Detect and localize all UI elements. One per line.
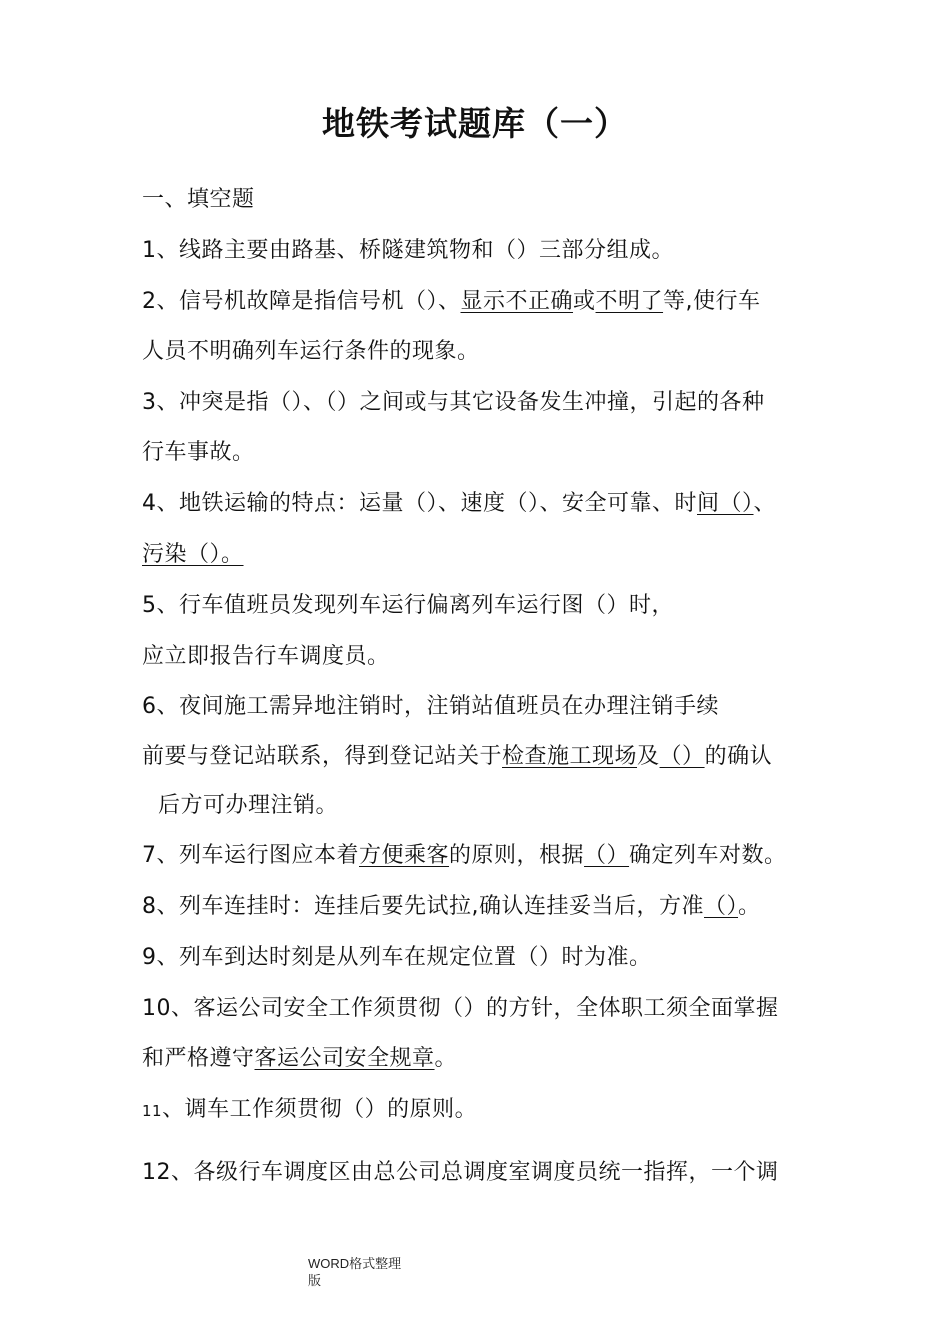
question-2-line-1 [142, 287, 761, 317]
question-6-line-2 [142, 742, 772, 772]
underlined-text: （） [584, 843, 630, 868]
question-5-line-2: 应立即报告行车调度员。 [142, 644, 390, 669]
underlined-text: 污染（）。 [142, 542, 244, 567]
question-10-line-2 [142, 1044, 457, 1074]
question-6-line-1: 6、夜间施工需异地注销时，注销站值班员在办理注销手续 [142, 694, 719, 719]
question-3-line-2: 行车事故。 [142, 440, 255, 465]
text-segment: 的确认 [704, 744, 773, 769]
footer-line-2: 版 [308, 1273, 322, 1288]
question-3-line-1: 3、冲突是指（）、（）之间或与其它设备发生冲撞，引起的各种 [142, 390, 765, 415]
question-4-line-1 [142, 489, 776, 519]
underlined-text: 间（） [697, 491, 754, 516]
question-8 [142, 892, 761, 922]
question-5-line-1: 5、行车值班员发现列车运行偏离列车运行图（）时， [142, 593, 674, 618]
underlined-text: 方便乘客 [359, 843, 450, 868]
question-number: 11 [142, 1102, 163, 1120]
text-segment: 7、列车运行图应本着 [142, 843, 359, 868]
question-12: 12、各级行车调度区由总公司总调度室调度员统一指挥，一个调 [142, 1160, 779, 1185]
question-11 [142, 1095, 477, 1126]
page-title: 地铁考试题库（一） [322, 104, 628, 143]
text-segment: 8、列车连挂时：连挂后要先试拉,确认连挂妥当后，方准 [142, 894, 704, 919]
text-segment: 4、地铁运输的特点：运量（）、速度（）、安全可靠、时 [142, 491, 697, 516]
underlined-text: （） [704, 894, 739, 919]
underlined-text: 客运公司安全规章 [254, 1046, 435, 1071]
question-10-line-1: 10、客运公司安全工作须贯彻（）的方针，全体职工须全面掌握 [142, 996, 779, 1021]
text-segment: 或 [573, 289, 596, 314]
text-segment: 前要与登记站联系，得到登记站关于 [142, 744, 503, 769]
question-9: 9、列车到达时刻是从列车在规定位置（）时为准。 [142, 945, 652, 970]
text-segment: 的原则，根据 [449, 843, 585, 868]
question-4-line-2 [142, 540, 244, 570]
text-segment: 。 [738, 894, 761, 919]
footer-watermark [308, 1255, 428, 1289]
question-2-line-2: 人员不明确列车运行条件的现象。 [142, 339, 480, 364]
text-segment: 2、信号机故障是指信号机（）、 [142, 289, 461, 314]
text-segment: 等,使行车 [663, 289, 761, 314]
text-segment: 确定列车对数。 [629, 843, 787, 868]
footer-line-1: WORD格式整理 [308, 1256, 402, 1271]
underlined-text: （） [659, 744, 705, 769]
section-heading: 一、填空题 [142, 187, 255, 212]
underlined-text: 显示不正确 [460, 289, 574, 314]
text-segment: 、调车工作须贯彻（）的原则。 [162, 1097, 478, 1122]
underlined-text: 检查施工现场 [502, 744, 638, 769]
underlined-text: 不明了 [595, 289, 664, 314]
text-segment: 和严格遵守 [142, 1046, 255, 1071]
question-1: 1、线路主要由路基、桥隧建筑物和（）三部分组成。 [142, 238, 674, 263]
text-segment: 、 [753, 491, 777, 516]
text-segment: 及 [637, 744, 660, 769]
question-6-line-3: 后方可办理注销。 [158, 793, 339, 818]
question-7 [142, 841, 787, 871]
text-segment: 。 [434, 1046, 458, 1071]
